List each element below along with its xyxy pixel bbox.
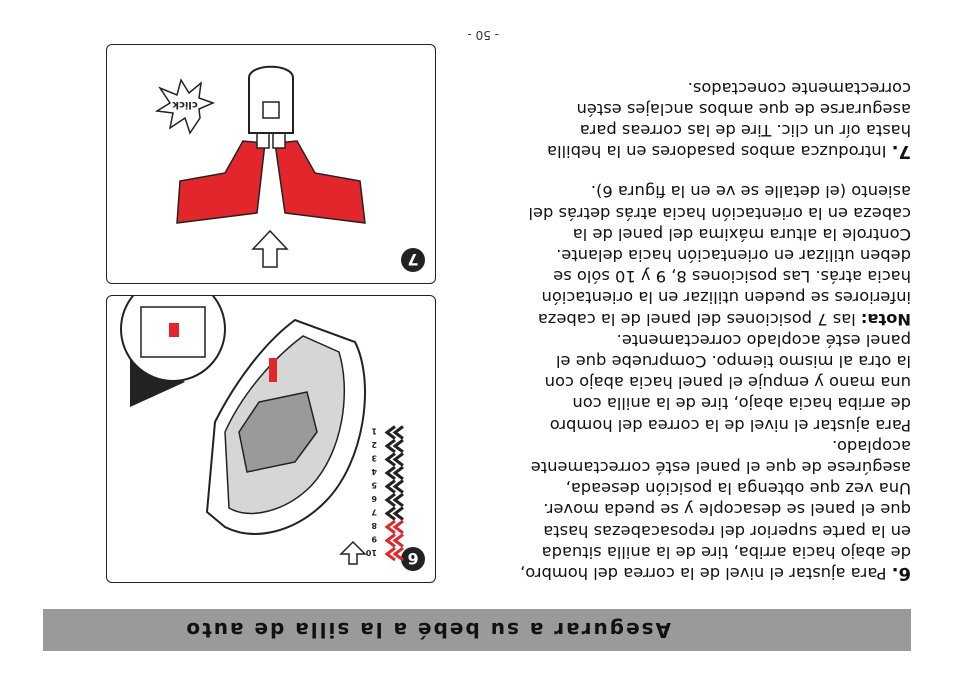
scale-label: 1 bbox=[371, 426, 377, 436]
scale-chevron bbox=[387, 481, 403, 493]
scale-chevron bbox=[387, 467, 403, 479]
detail-ring bbox=[169, 323, 179, 337]
arrow-icon bbox=[341, 542, 365, 564]
scale-label: 8 bbox=[371, 521, 377, 530]
step6-paragraph: 6. Para ajustar el nivel de la correa del hombro, de abajo hacia arriba, tire de la anilla situada en la parte superior del reposacabezas hasta que el panel se desacople y se pueda mover. Una vez que obtenga la posición deseada, asegúrese de que el panel esté correctamente acoplado. bbox=[520, 436, 911, 584]
adjust-ring bbox=[269, 358, 277, 382]
scale-chevron bbox=[387, 454, 403, 466]
step7-number: 7. bbox=[891, 141, 911, 163]
right-strap bbox=[177, 141, 265, 223]
insert-arrow-icon bbox=[253, 231, 287, 267]
figure-6 bbox=[106, 295, 436, 583]
page-number: - 50 - bbox=[467, 28, 499, 42]
scale-chevron bbox=[387, 440, 403, 452]
section-banner bbox=[43, 609, 911, 651]
buckle-button bbox=[263, 102, 279, 118]
figure-6-badge: 6 bbox=[407, 549, 419, 568]
scale-chevron bbox=[387, 494, 403, 506]
buckle bbox=[249, 67, 293, 133]
section-title: Asegurar a su bebé a la silla de auto bbox=[184, 618, 671, 642]
figure-7-drawing bbox=[107, 45, 435, 283]
step6-paragraph-2: Para ajustar el nivel de la correa del hombro de arriba hacia abajo, tire de la anilla con una mano y empuje el panel hacia abajo con la otra al mismo tiempo. Compruebe que el panel esté acoplado correctamente. bbox=[544, 330, 911, 435]
scale-label: 2 bbox=[371, 440, 377, 449]
scale-label: 3 bbox=[371, 453, 377, 463]
scale-label: 4 bbox=[371, 467, 377, 476]
scale-label: 6 bbox=[371, 494, 377, 503]
step7-paragraph: 7. Introduzca ambos pasadores en la hebilla hasta oír un clic. Tire de las correas para asegurarse de que ambos anclajes estén correctamente conectados. bbox=[547, 78, 911, 163]
scale-chevron bbox=[387, 548, 403, 560]
scale-label: 9 bbox=[371, 534, 377, 544]
click-label: click bbox=[172, 99, 198, 110]
scale-label: 7 bbox=[371, 507, 377, 517]
scale-chevron bbox=[387, 521, 403, 533]
scale-label: 5 bbox=[371, 480, 377, 490]
height-scale bbox=[365, 427, 403, 561]
left-strap bbox=[275, 141, 365, 223]
note-paragraph: Nota: las 7 posiciones del panel de la cabeza inferiores se pueden utilizar en la orientación hacia atrás. Las posiciones 8, 9 y 10 sólo se deben utilizar en orientación hacia delante. Controle la altura máxima del panel de la cabeza en la orientación hacia atrás detrás del asiento (el detalle se ve en la figura 6). bbox=[528, 182, 911, 329]
note-label: Nota: bbox=[860, 309, 911, 329]
instructions-column bbox=[494, 77, 911, 584]
figure-6-drawing bbox=[107, 296, 435, 582]
step6-number: 6. bbox=[891, 563, 911, 584]
figure-7-badge: 7 bbox=[407, 250, 419, 269]
figure-7 bbox=[106, 44, 436, 284]
scale-label: 10 bbox=[365, 548, 377, 557]
scale-chevron bbox=[387, 427, 403, 439]
scale-chevron bbox=[387, 508, 403, 520]
scale-chevron bbox=[387, 535, 403, 547]
